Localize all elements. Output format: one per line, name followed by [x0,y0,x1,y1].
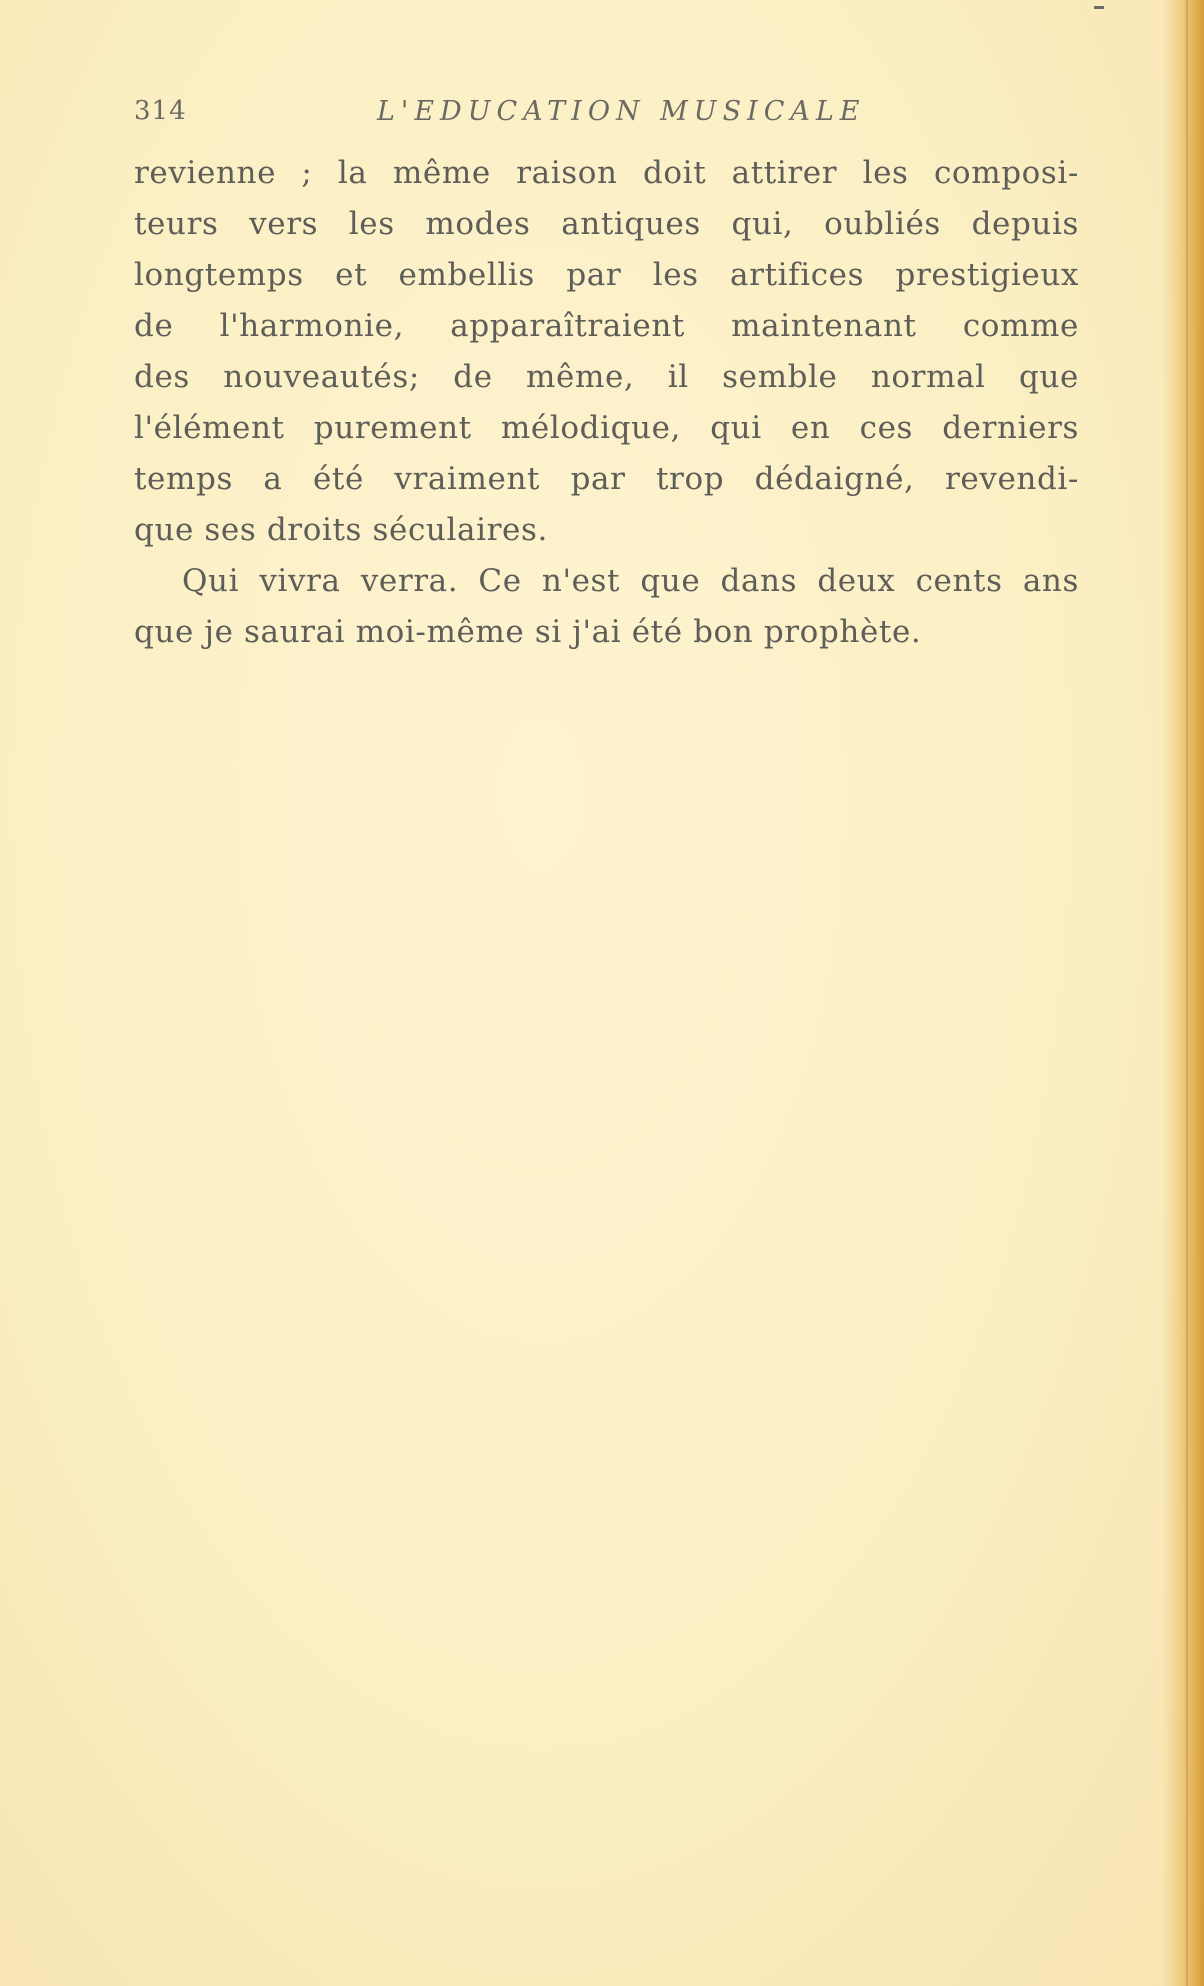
text-line: que ses droits séculaires. [134,512,548,548]
text-line: longtemps et embellis par les artifices prestigieux [134,257,1079,293]
text-line: de l'harmonie, apparaîtraient maintenant comme [134,308,1079,344]
page-number: 314 [134,96,187,126]
text-line: revienne ; la même raison doit attirer les composi- [134,155,1079,191]
page-edge-line [1186,0,1188,1986]
top-edge-mark [1094,6,1104,9]
running-head [134,96,1074,132]
text-line: teurs vers les modes antiques qui, oubliés depuis [134,206,1079,242]
body-text [134,148,1079,658]
text-line: que je saurai moi-même si j'ai été bon prophète. [134,614,922,650]
page-edge-shadow [1162,0,1204,1986]
text-line: l'élément purement mélodique, qui en ces derniers [134,410,1079,446]
paragraph-closing [134,556,1079,658]
text-line: des nouveautés; de même, il semble normal que [134,359,1079,395]
text-line: Qui vivra verra. Ce n'est que dans deux cents ans [182,563,1079,599]
text-line: temps a été vraiment par trop dédaigné, revendi- [134,461,1079,497]
paragraph-continuation [134,148,1079,556]
book-title: L'EDUCATION MUSICALE [377,96,866,127]
